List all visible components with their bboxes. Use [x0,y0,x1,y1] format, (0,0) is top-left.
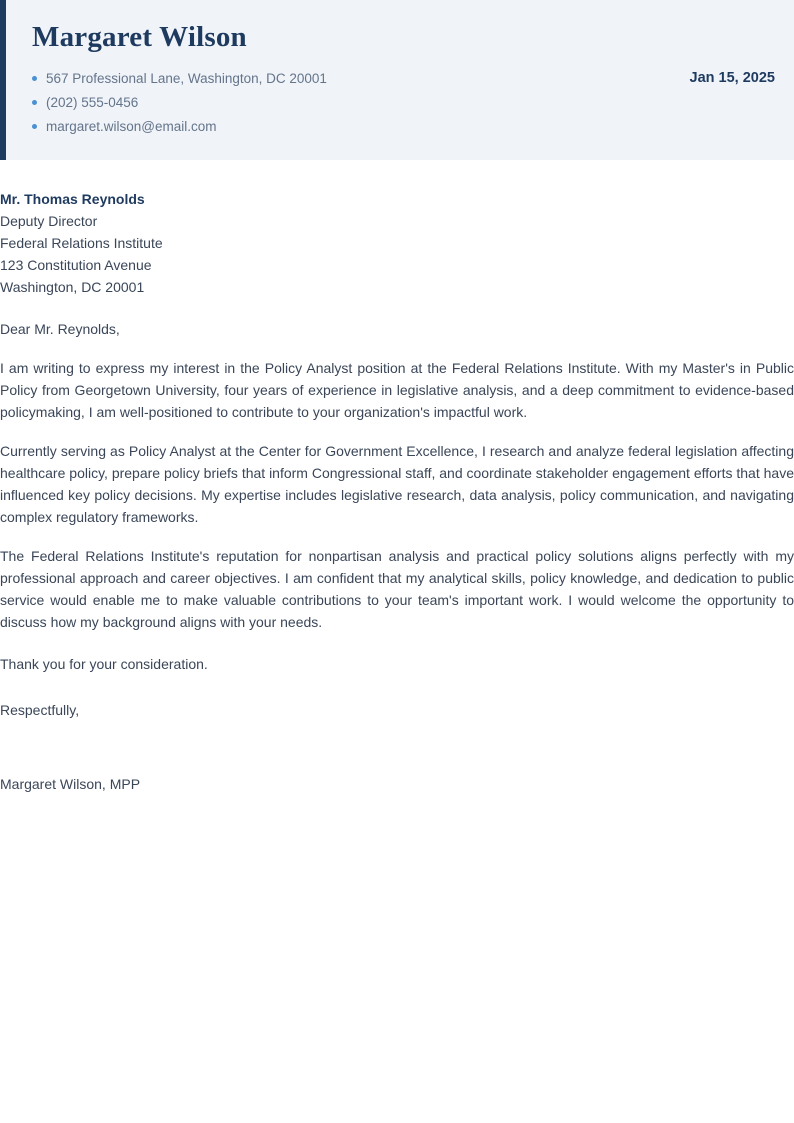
thank-you-line: Thank you for your consideration. [0,656,208,672]
header-contact-row [32,67,775,139]
contact-address-text: 567 Professional Lane, Washington, DC 20001 [46,71,327,87]
paragraph-experience: Currently serving as Policy Analyst at the Center for Government Excellence, I research and analyze federal legislation affecting healthcare policy, prepare policy briefs that inform Congressional staff, and coordinate stakeholder engagement efforts that have influenced key policy decisions. My expertise includes legislative research, data analysis, policy communication, and navigating complex regulatory frameworks. [0,443,794,525]
contact-email-text: margaret.wilson@email.com [46,119,217,135]
contact-list [32,67,327,139]
letter-date: Jan 15, 2025 [689,69,775,86]
salutation: Dear Mr. Reynolds, [0,321,120,337]
recipient-street: 123 Constitution Avenue [0,257,152,273]
contact-phone [32,91,327,115]
bullet-icon [32,76,37,81]
recipient-title: Deputy Director [0,213,98,229]
closing-line: Respectfully, [0,702,80,718]
letter-body [0,160,794,795]
letter-header [0,0,794,160]
bullet-icon [32,124,37,129]
contact-email [32,115,327,139]
recipient-city: Washington, DC 20001 [0,279,145,295]
recipient-name: Mr. Thomas Reynolds [0,191,145,207]
bullet-icon [32,100,37,105]
paragraph-intro: I am writing to express my interest in the Policy Analyst position at the Federal Relations Institute. With my Master's in Public Policy from Georgetown University, four years of experience in legislative analysis, and a deep commitment to evidence-based policymaking, I am well-positioned to contribute to your organization's impactful work. [0,360,794,420]
sender-name: Margaret Wilson [32,21,247,53]
contact-phone-text: (202) 555-0456 [46,95,139,111]
recipient-organization: Federal Relations Institute [0,235,163,251]
contact-address [32,67,327,91]
recipient-block [0,188,794,298]
signature-name: Margaret Wilson, MPP [0,776,141,792]
paragraph-fit: The Federal Relations Institute's reputation for nonpartisan analysis and practical policy solutions aligns perfectly with my professional approach and career objectives. I am confident that my analytical skills, policy knowledge, and dedication to public service would enable me to make valuable contributions to your team's important work. I would welcome the opportunity to discuss how my background aligns with your needs. [0,548,794,630]
